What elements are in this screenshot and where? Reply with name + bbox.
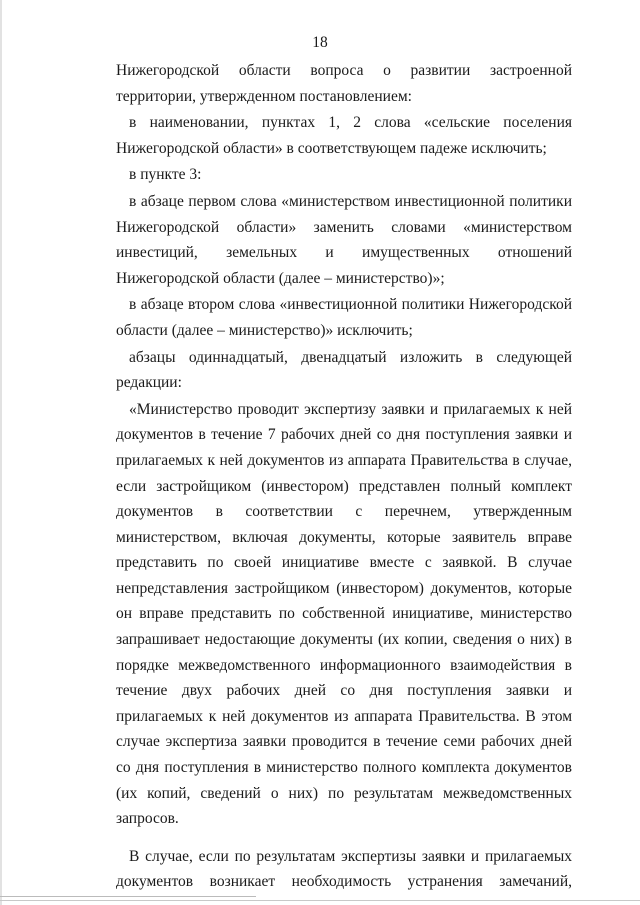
scan-edge-left — [0, 0, 2, 905]
document-body — [116, 58, 572, 895]
paragraph-ministry-expertise: «Министерство проводит экспертизу заявки и прилагаемых к ней документов в течение 7 рабочих дней со дня поступления заявки и прилагаемых к ней документов из аппарата Правительства в случае, если застройщиком (инвестором) представлен полный комплект документов в соответствии с перечнем, утвержденным министерством, включая документы, которые заявитель вправе представить по своей инициативе вместе с заявкой. В случае непредставления застройщиком (инвестором) документов, которые он вправе представить по собственной инициативе, министерство запрашивает недостающие документы (их копии, сведения о них) в порядке межведомственного информационного взаимодействия в течение двух рабочих дней со дня поступления заявки и прилагаемых к ней документов из аппарата Правительства. В этом случае экспертиза заявки проводится в течение семи рабочих дней со дня поступления в министерство полного комплекта документов (их копий, сведений о них) по результатам межведомственных запросов. — [116, 400, 572, 828]
paragraph-abzatsy-11-12: абзацы одиннадцатый, двенадцатый изложить в следующей редакции: — [116, 348, 572, 392]
paragraph-first-abzats: в абзаце первом слова «министерством инвестиционной политики Нижегородской области» заменить словами «министерством инвестиций, земельных и имущественных отношений Нижегородской области (далее – министерство)»; — [116, 192, 572, 287]
paragraph-second-abzats: в абзаце втором слова «инвестиционной политики Нижегородской области (далее – министерство)» исключить; — [116, 296, 572, 339]
paragraph-point-3: в пункте 3: — [129, 166, 202, 184]
paragraph-continuation: Нижегородской области вопроса о развитии застроенной территории, утвержденном постановлением: — [116, 62, 572, 105]
paragraph-naming-clause: в наименовании, пунктах 1, 2 слова «сельские поселения Нижегородской области» в соответствующем падеже исключить; — [116, 114, 572, 157]
paragraph-remarks-case: В случае, если по результатам экспертизы заявки и прилагаемых документов возникает необходимость устранения замечаний, — [116, 847, 572, 891]
scan-edge-bottom — [0, 896, 640, 897]
scan-edge-bottom-2 — [0, 900, 640, 901]
page-number: 18 — [312, 34, 328, 51]
